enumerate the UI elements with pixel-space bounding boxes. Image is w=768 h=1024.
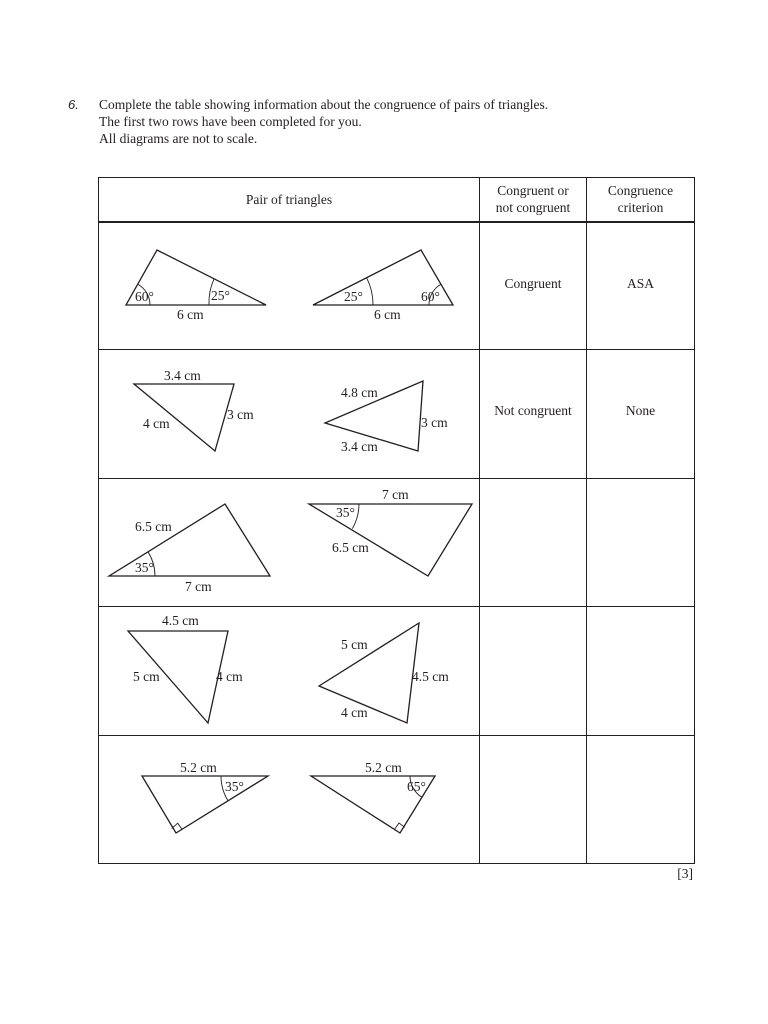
triangle-pair-diagram xyxy=(99,479,480,607)
side-label: 7 cm xyxy=(185,578,212,594)
angle-label: 60° xyxy=(421,288,440,304)
side-label: 4.5 cm xyxy=(412,669,449,685)
angle-label: 35° xyxy=(225,778,244,794)
side-label: 3 cm xyxy=(227,407,254,423)
triangle-pair-diagram xyxy=(99,350,480,478)
table-row xyxy=(99,735,695,863)
triangle-left xyxy=(109,504,270,576)
congruent-cell[interactable] xyxy=(480,607,587,735)
question-line-1: Complete the table showing information about the congruence of pairs of triangles. xyxy=(99,97,549,112)
congruent-cell[interactable] xyxy=(480,735,587,863)
triangle-pair-cell xyxy=(99,607,480,735)
criterion-cell[interactable] xyxy=(587,735,695,863)
triangle-pair-diagram xyxy=(99,736,480,864)
side-label: 3.4 cm xyxy=(164,368,201,384)
criterion-cell[interactable]: ASA xyxy=(587,222,695,350)
header-criterion: Congruence criterion xyxy=(587,178,695,222)
table-row xyxy=(99,350,695,478)
header-congruent: Congruent or not congruent xyxy=(480,178,587,222)
side-label: 4 cm xyxy=(143,416,170,432)
congruent-cell[interactable]: Congruent xyxy=(480,222,587,350)
triangle-pair-diagram xyxy=(99,223,480,351)
angle-label: 25° xyxy=(211,287,230,303)
triangle-pair-cell xyxy=(99,478,480,606)
triangle-pair-cell xyxy=(99,735,480,863)
header-pair: Pair of triangles xyxy=(99,178,480,222)
question-line-2: The first two rows have been completed for you. xyxy=(99,114,362,129)
question-number: 6. xyxy=(68,97,79,112)
side-label: 3.4 cm xyxy=(341,439,378,455)
side-label: 5.2 cm xyxy=(180,759,217,775)
marks-label: [3] xyxy=(677,866,693,881)
criterion-cell[interactable] xyxy=(587,607,695,735)
triangle-left xyxy=(142,776,268,833)
side-label: 6.5 cm xyxy=(135,518,172,534)
side-label: 5 cm xyxy=(341,637,368,653)
triangle-pair-cell xyxy=(99,350,480,478)
angle-label: 35° xyxy=(135,559,154,575)
triangle-right xyxy=(319,623,419,723)
triangle-pair-cell xyxy=(99,222,480,350)
side-label: 5 cm xyxy=(133,669,160,685)
angle-label: 60° xyxy=(135,288,154,304)
congruent-cell[interactable] xyxy=(480,478,587,606)
table-row xyxy=(99,478,695,606)
side-label: 7 cm xyxy=(382,486,409,502)
side-label: 4.5 cm xyxy=(162,613,199,629)
question-text xyxy=(99,96,548,147)
table-row xyxy=(99,607,695,735)
side-label: 4.8 cm xyxy=(341,385,378,401)
congruent-cell[interactable]: Not congruent xyxy=(480,350,587,478)
criterion-cell[interactable]: None xyxy=(587,350,695,478)
side-label: 6 cm xyxy=(374,306,401,322)
side-label: 4 cm xyxy=(216,669,243,685)
angle-label: 65° xyxy=(407,778,426,794)
triangle-pair-diagram xyxy=(99,607,480,735)
angle-label: 25° xyxy=(344,288,363,304)
side-label: 6.5 cm xyxy=(332,539,369,555)
side-label: 6 cm xyxy=(177,306,204,322)
criterion-cell[interactable] xyxy=(587,478,695,606)
side-label: 4 cm xyxy=(341,705,368,721)
congruence-table xyxy=(98,177,695,864)
side-label: 5.2 cm xyxy=(365,759,402,775)
question-line-3: All diagrams are not to scale. xyxy=(99,131,258,146)
side-label: 3 cm xyxy=(421,415,448,431)
angle-arc xyxy=(367,277,373,304)
angle-label: 35° xyxy=(336,504,355,520)
table-row xyxy=(99,222,695,350)
table-header-row xyxy=(99,178,695,222)
